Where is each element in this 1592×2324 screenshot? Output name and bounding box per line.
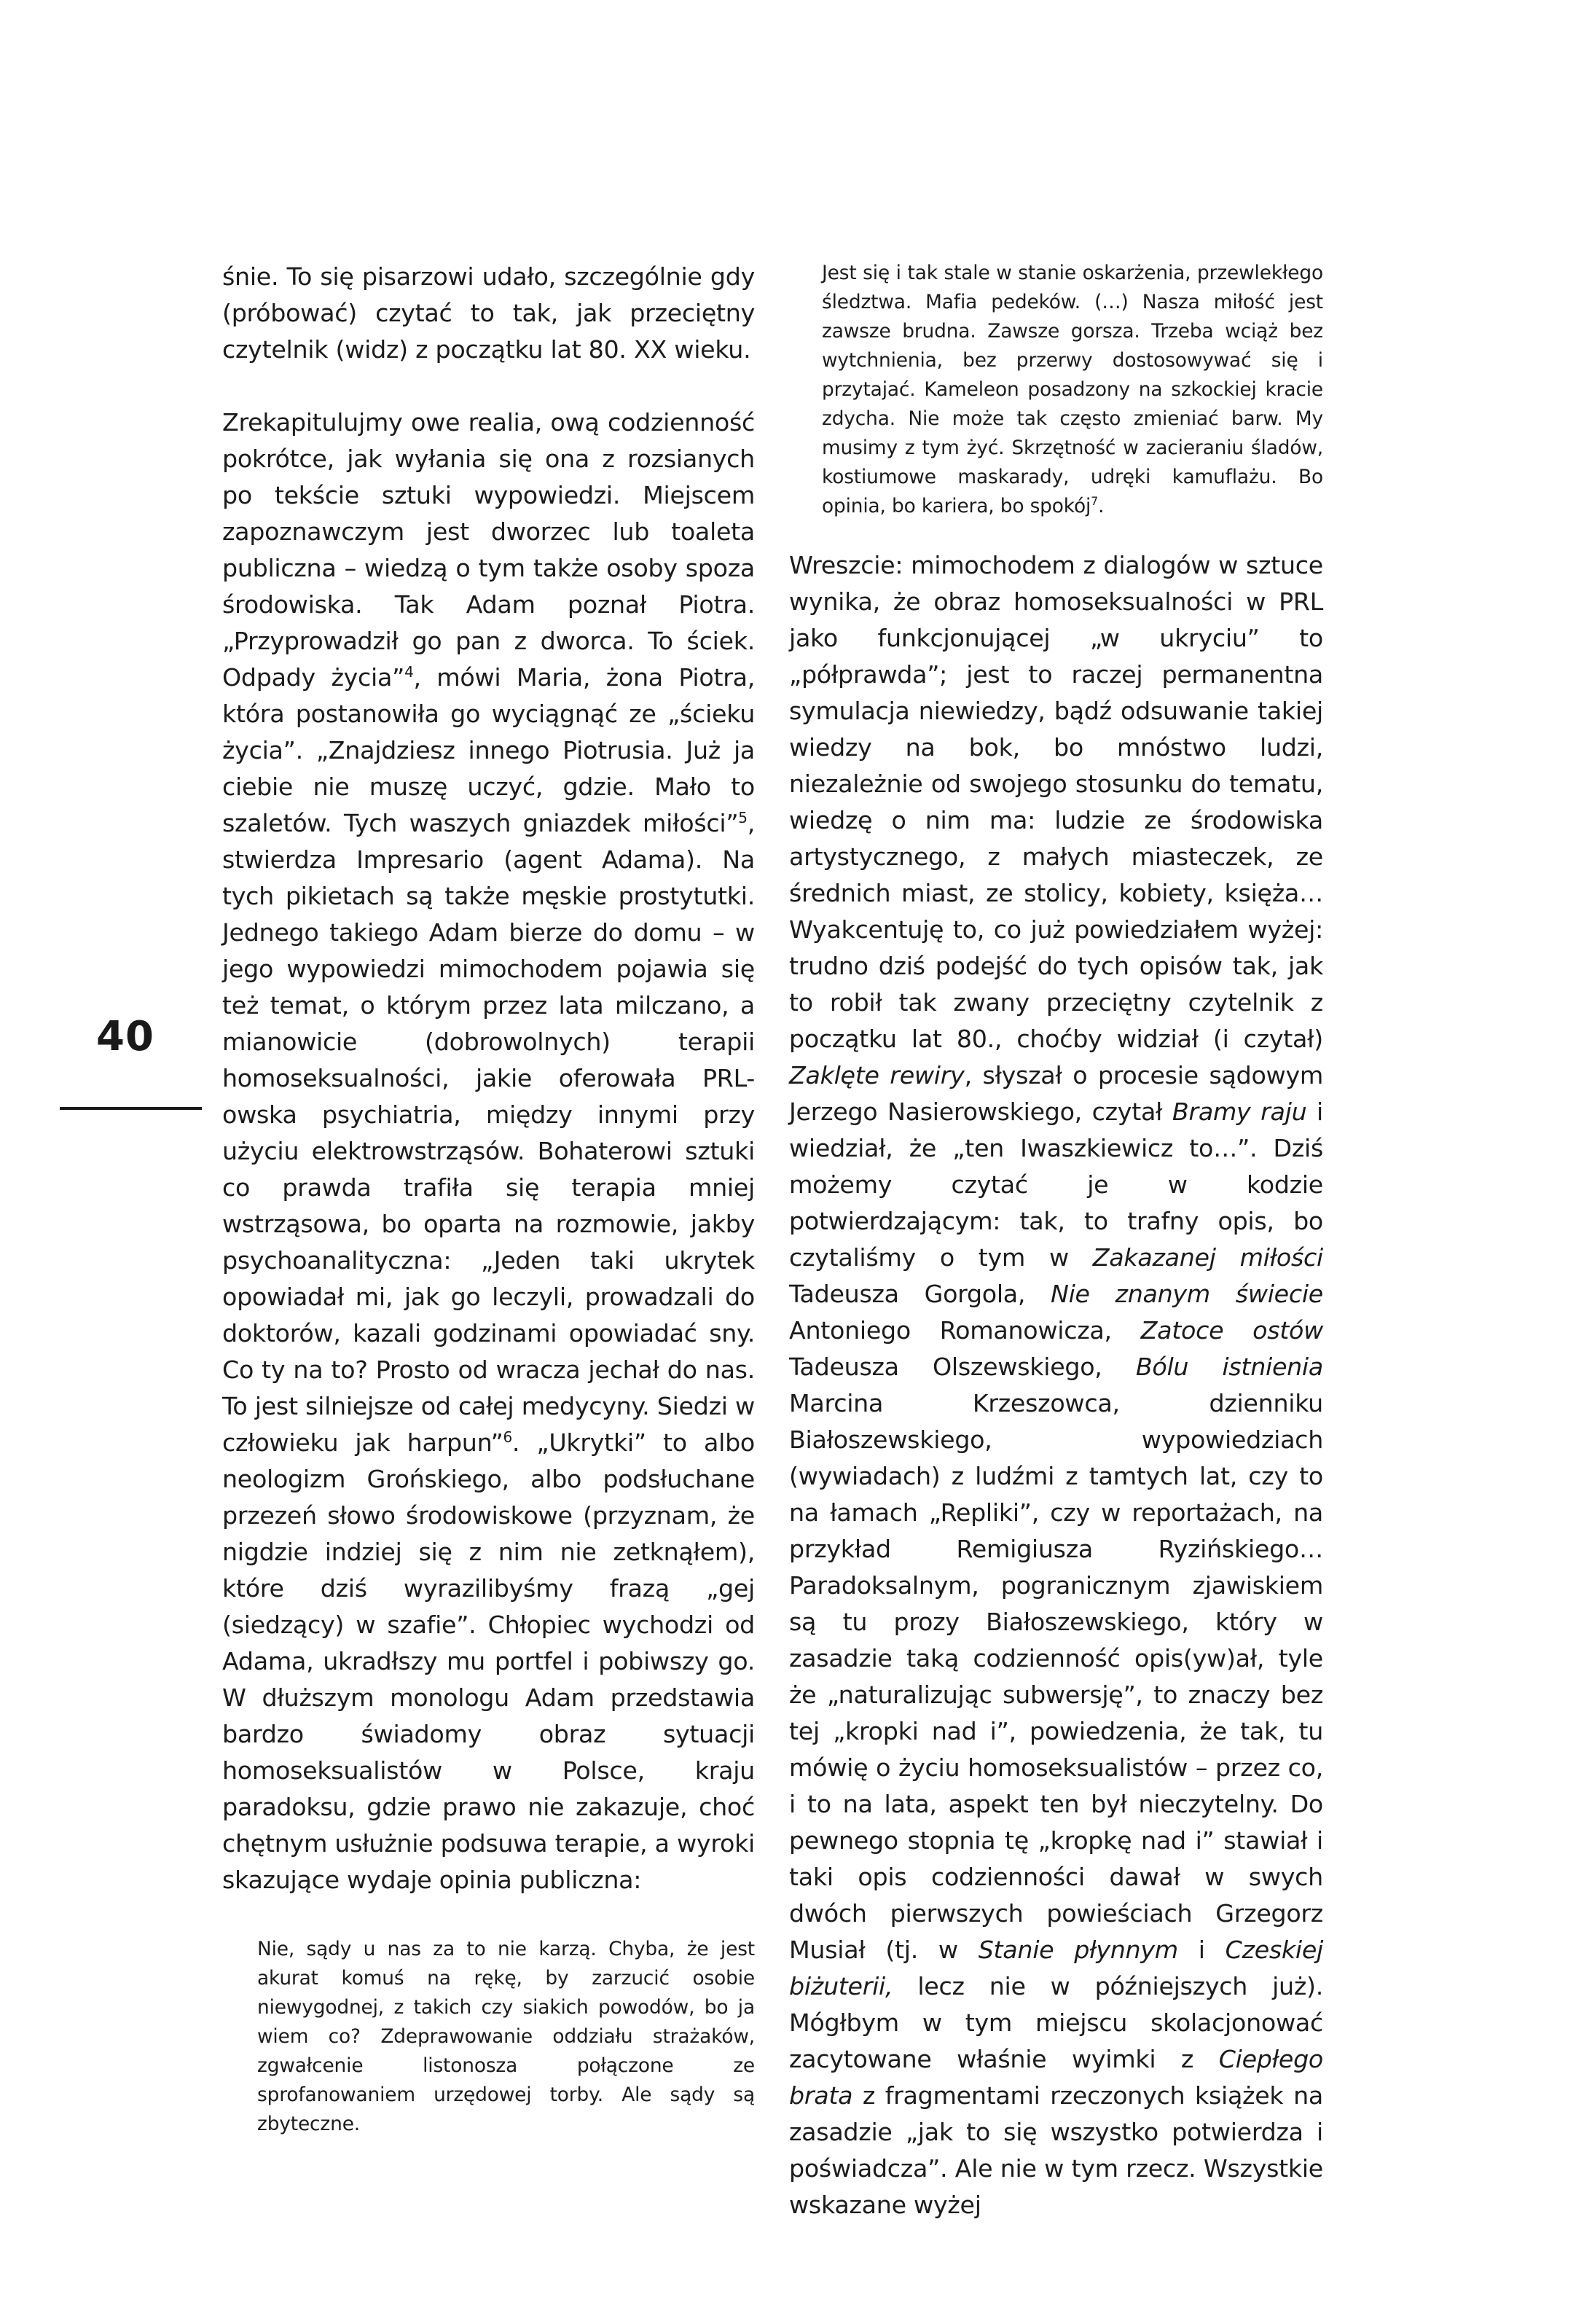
text-run: Tadeusza Olszewskiego, [789,1353,1136,1381]
italic-title: Zakazanej miłości [1092,1243,1323,1272]
italic-title: Zatoce ostów [1140,1316,1323,1345]
text-run: Jest się i tak stale w stanie oskarżenia, przewlekłego śledztwa. Mafia pedeków. (…) Nasza miłość jest zawsze brudna. Zawsze gorsza. Trzeba wciąż bez wytchnienia, bez przerwy dostosowywać się i przytajać. Kameleon posadzony na szkockiej kracie zdycha. Nie może tak często zmieniać barw. My musimy z tym żyć. Skrzętność w zacieraniu śladów, kostiumowe maskarady, udręki kamuflażu. Bo opinia, bo kariera, bo spokój [822,262,1323,517]
text-run: z fragmentami rzeczonych książek na zasadzie „jak to się wszystko potwierdza i poświadcza”. Ale nie w tym rzecz. Wszystkie wskazane wyżej [789,2081,1323,2219]
italic-title: Bólu istnienia [1135,1353,1323,1381]
text-run: lecz nie w późniejszych już). Mógłbym w tym miejscu skolacjonować zacytowane właśnie wyimki z [789,1972,1323,2073]
text-run: Zrekapitulujmy owe realia, ową codzienność pokrótce, jak wyłania się ona z rozsianych po tekście sztuki wypowiedzi. Miejscem zapoznawczym jest dworzec lub toaleta publiczna – wiedzą o tym także osoby spoza środowiska. Tak Adam poznał Piotra. „Przyprowadził go pan z dworca. To ściek. Odpady życia” [222,408,755,692]
italic-title: Bramy raju [1172,1098,1307,1126]
footnote-ref: 5 [738,808,748,826]
text-run: Wreszcie: mimochodem z dialogów w sztuce wynika, że obraz homoseksualności w PRL jako funkcjonującej „w ukryciu” to „półprawda”; jest to raczej permanentna symulacja niewiedzy, bądź odsuwanie takiej wiedzy na bok, bo mnóstwo ludzi, niezależnie od swojego stosunku do tematu, wiedzę o nim ma: ludzie ze środowiska artystycznego, z małych miasteczek, ze średnich miast, ze stolicy, kobiety, księża… Wyakcentuję to, co już powiedziałem wyżej: trudno dziś podejść do tych opisów tak, jak to robił tak zwany przeciętny czytelnik z początku lat 80., choćby widział (i czytał) [789,551,1323,1053]
body-paragraph [222,259,755,368]
text-run: Nie, sądy u nas za to nie karzą. Chyba, że jest akurat komuś na rękę, by zarzucić osobie niewygodnej, z takich czy siakich powodów, bo ja wiem co? Zdeprawowanie oddziału strażaków, zgwałcenie listonosza połączone ze sprofanowaniem urzędowej torby. Ale sądy są zbyteczne. [257,1938,755,2135]
paragraph-gap [222,368,755,404]
text-run: , mówi Maria, żona Piotra, która postanowiła go wyciągnąć ze „ścieku życia”. „Znajdziesz innego Piotrusia. Już ja ciebie nie muszę uczyć, gdzie. Mało to szaletów. Tych waszych gniazdek miłości” [222,663,755,837]
body-paragraph [222,404,755,1898]
text-run: Marcina Krzeszowca, dzienniku Białoszewskiego, wypowiedziach (wywiadach) z ludźmi z tamtych lat, czy to na łamach „Repliki”, czy w reportażach, na przykład Remigiusza Ryzińskiego… Paradoksalnym, pogranicznym zjawiskiem są tu prozy Białoszewskiego, który w zasadzie taką codzienność opis(yw)ał, tyle że „naturalizując subwersję”, to znaczy bez tej „kropki nad i”, powiedzenia, że tak, tu mówię o życiu homoseksualistów – przez co, i to na lata, aspekt ten był nieczytelny. Do pewnego stopnia tę „kropkę nad i” stawiał i taki opis codzienności dawał w swych dwóch pierwszych powieściach Grzegorz Musiał (tj. w [789,1389,1323,1964]
block-quote [822,259,1323,521]
text-run: i wiedział, że „ten Iwaszkiewicz to…”. Dziś możemy czytać je w kodzie potwierdzającym: tak, to trafny opis, bo czytaliśmy o tym w [789,1098,1324,1272]
italic-title: Czeskiej biżuterii, [789,1936,1323,2000]
italic-title: Nie znanym świecie [1050,1280,1323,1308]
italic-title: Ciepłego brata [789,2045,1323,2110]
text-run: Tadeusza Gorgola, [789,1280,1051,1308]
footnote-ref: 7 [1091,494,1099,509]
text-run: , słyszał o procesie sądowym Jerzego Nasierowskiego, czytał [789,1061,1323,1126]
right-column [789,259,1323,2223]
footnote-ref: 6 [503,1428,512,1446]
page-number-rule [60,1107,202,1110]
text-run: i [1177,1936,1226,1964]
text-run: . [1098,495,1105,517]
italic-title: Zaklęte rewiry [789,1061,965,1089]
text-run: . „Ukrytki” to albo neologizm Grońskiego, albo podsłuchane przezeń słowo środowiskowe (przyznam, że nigdzie indziej się z nim nie zetknąłem), które dziś wyrazilibyśmy frazą „gej (siedzący) w szafie”. Chłopiec wychodzi od Adama, ukradłszy mu portfel i pobiwszy go. W dłuższym monologu Adam przedstawia bardzo świadomy obraz sytuacji homoseksualistów w Polsce, kraju paradoksu, gdzie prawo nie zakazuje, choć chętnym usłużnie podsuwa terapie, a wyroki skazujące wydaje opinia publiczna: [222,1428,755,1894]
left-column [222,259,755,2139]
text-run: śnie. To się pisarzowi udało, szczególnie gdy (próbować) czytać to tak, jak przeciętny czytelnik (widz) z początku lat 80. XX wieku. [222,262,755,364]
body-paragraph [789,547,1323,2223]
page-number: 40 [96,1013,154,1060]
italic-title: Stanie płynnym [978,1936,1178,1964]
text-run: Antoniego Romanowicza, [789,1316,1141,1345]
footnote-ref: 4 [404,662,414,681]
block-quote [257,1935,755,2139]
text-run: , stwierdza Impresario (agent Adama). Na tych pikietach są także męskie prostytutki. Jednego takiego Adam bierze do domu – w jego wypowiedzi mimochodem pojawia się też temat, o którym przez lata milczano, a mianowicie (dobrowolnych) terapii homoseksualności, jakie oferowała PRL-owska psychiatria, między innymi przy użyciu elektrowstrząsów. Bohaterowi sztuki co prawda trafiła się terapia mniej wstrząsowa, bo oparta na rozmowie, jakby psychoanalityczna: „Jeden taki ukrytek opowiadał mi, jak go leczyli, prowadzali do doktorów, kazali godzinami opowiadać sny. Co ty na to? Prosto od wracza jechał do nas. To jest silniejsze od całej medycyny. Siedzi w człowieku jak harpun” [222,809,755,1457]
